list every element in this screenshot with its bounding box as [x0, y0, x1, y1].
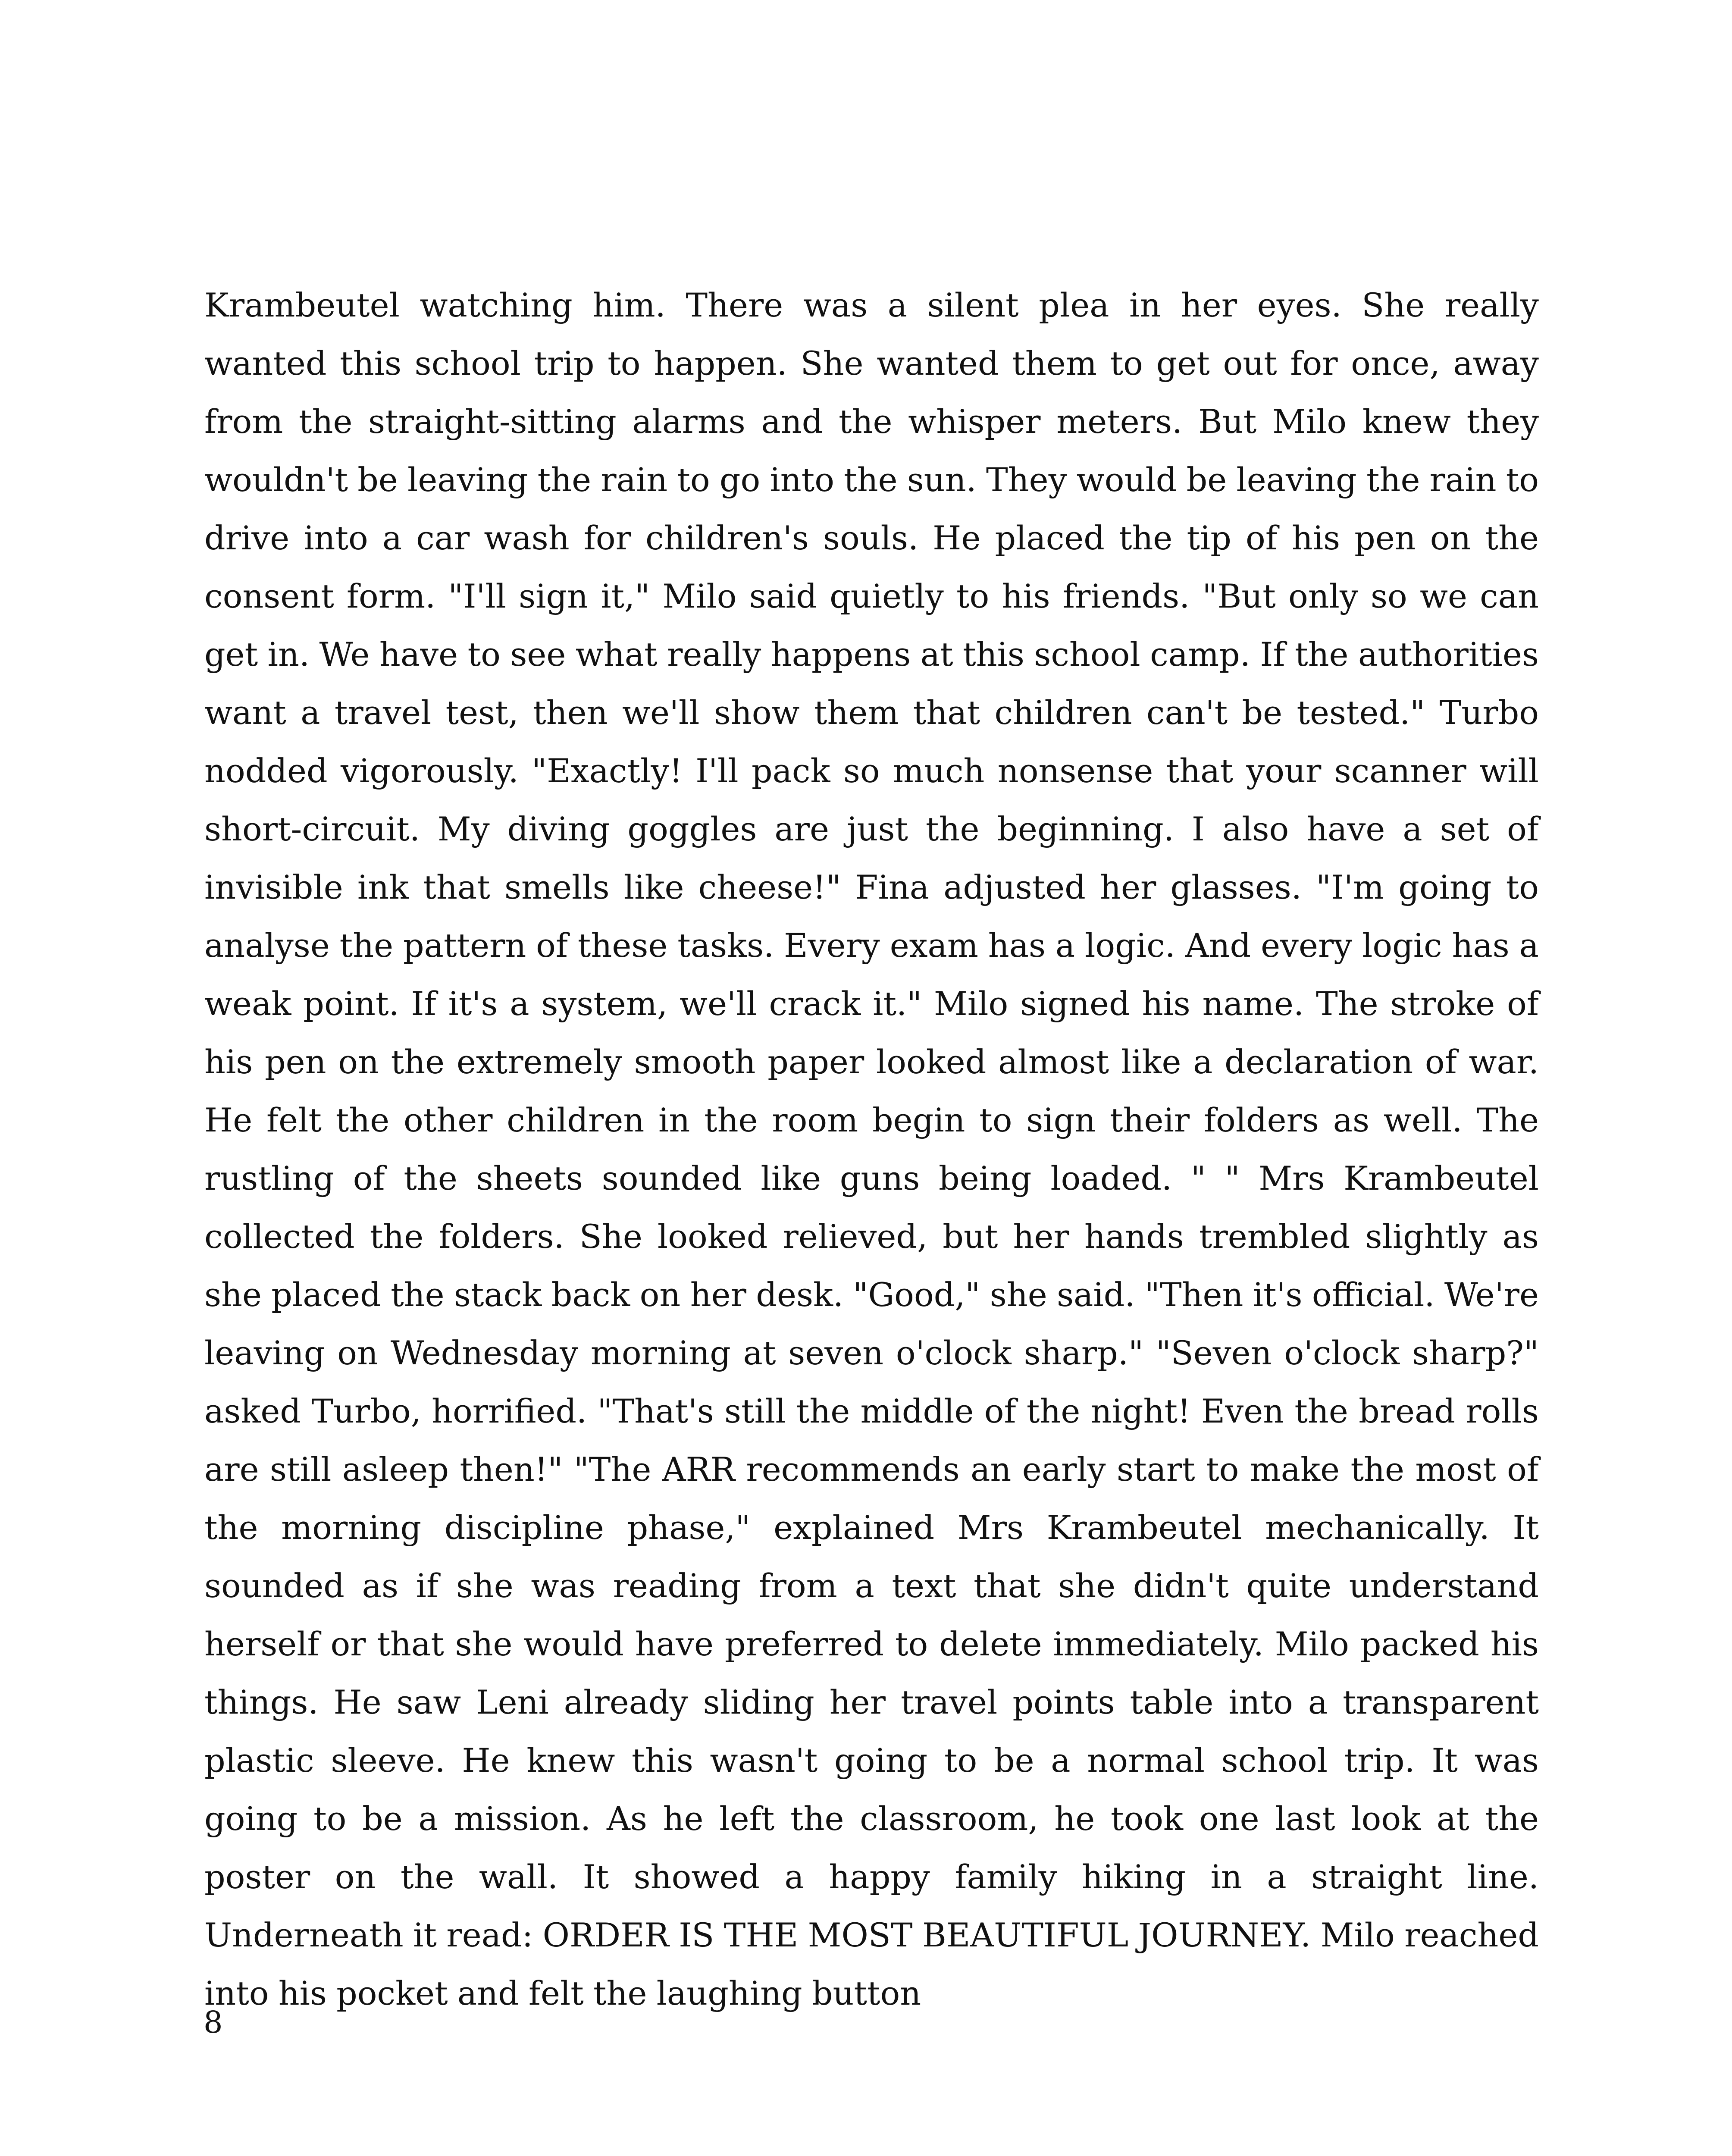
page-number: 8	[204, 2005, 223, 2040]
body-text-paragraph: Krambeutel watching him. There was a silent plea in her eyes. She really wanted this school trip to happen. She wanted them to get out for once, away from the straight-sitting alarms and the whisper meters. But Milo knew they wouldn't be leaving the rain to go into the sun. They would be leaving the rain to drive into a car wash for children's souls. He placed the tip of his pen on the consent form. "I'll sign it," Milo said quietly to his friends. "But only so we can get in. We have to see what really happens at this school camp. If the authorities want a travel test, then we'll show them that children can't be tested." Turbo nodded vigorously. "Exactly! I'll pack so much nonsense that your scanner will short-circuit. My diving goggles are just the beginning. I also have a set of invisible ink that smells like cheese!" Fina adjusted her glasses. "I'm going to analyse the pattern of these tasks. Every exam has a logic. And every logic has a weak point. If it's a system, we'll crack it." Milo signed his name. The stroke of his pen on the extremely smooth paper looked almost like a declaration of war. He felt the other children in the room begin to sign their folders as well. The rustling of the sheets sounded like guns being loaded. " " Mrs Krambeutel collected the folders. She looked relieved, but her hands trembled slightly as she placed the stack back on her desk. "Good," she said. "Then it's official. We're leaving on Wednesday morning at seven o'clock sharp." "Seven o'clock sharp?" asked Turbo, horrified. "That's still the middle of the night! Even the bread rolls are still asleep then!" "The ARR recommends an early start to make the most of the morning discipline phase," explained Mrs Krambeutel mechanically. It sounded as if she was reading from a text that she didn't quite understand herself or that she would have preferred to delete immediately. Milo packed his things. He saw Leni already sliding her travel points table into a transparent plastic sleeve. He knew this wasn't going to be a normal school trip. It was going to be a mission. As he left the classroom, he took one last look at the poster on the wall. It showed a happy family hiking in a straight line. Underneath it read: ORDER IS THE MOST BEAUTIFUL JOURNEY. Milo reached into his pocket and felt the laughing button	[204, 286, 1539, 2012]
